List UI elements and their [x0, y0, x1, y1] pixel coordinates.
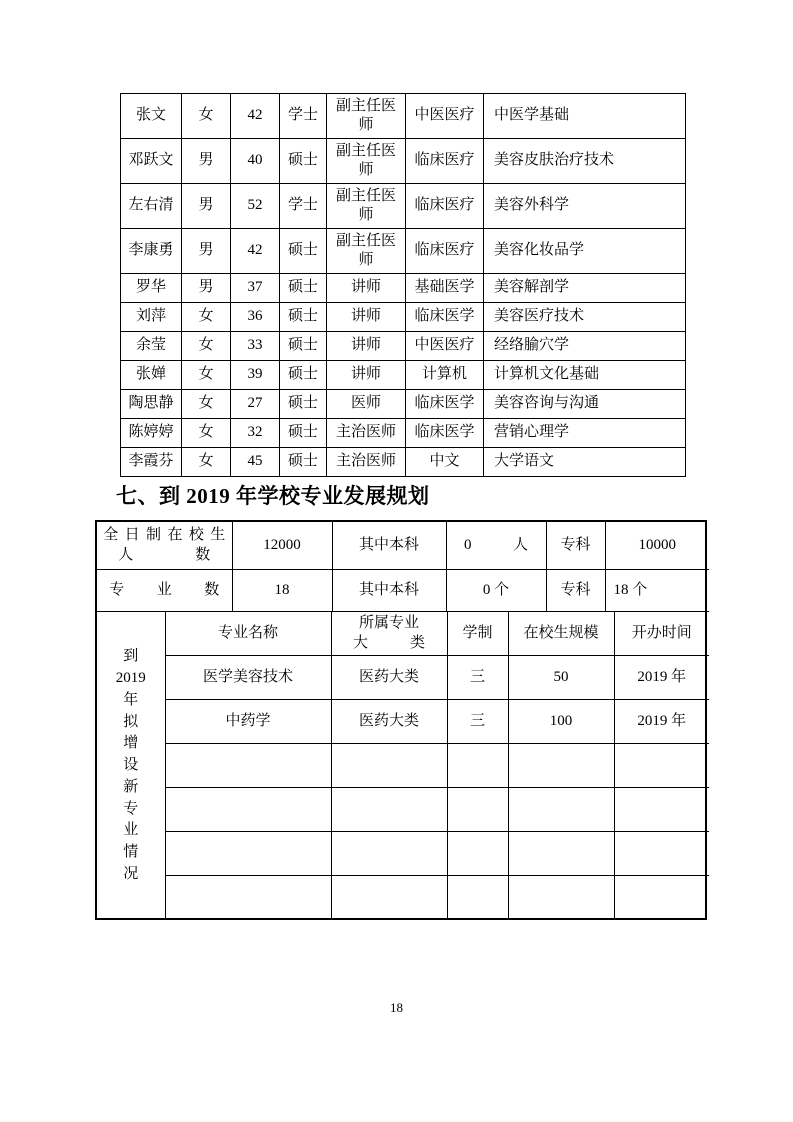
- zhuanke-label-cell: 专科: [546, 522, 605, 569]
- age-cell: 27: [231, 390, 280, 419]
- start-time-cell: [614, 744, 709, 788]
- degree-cell: 硕士: [280, 274, 327, 303]
- plan-table: [95, 520, 707, 920]
- side-label-char: 2019: [115, 670, 146, 687]
- category-cell: [331, 744, 447, 788]
- department-cell: 临床医学: [406, 303, 484, 332]
- degree-cell: 硕士: [280, 229, 327, 274]
- department-cell: 临床医疗: [406, 229, 484, 274]
- degree-cell: 硕士: [280, 390, 327, 419]
- start-time-cell: [614, 876, 709, 920]
- zhuanke-value-cell: 18 个: [605, 569, 709, 611]
- name-cell: 陶思静: [121, 390, 182, 419]
- new-major-row: [97, 788, 709, 832]
- name-cell: 张文: [121, 94, 182, 139]
- faculty-row: [121, 448, 686, 477]
- scale-cell: [508, 832, 614, 876]
- majors-label-text: 专业数: [109, 581, 220, 598]
- name-cell: 邓跃文: [121, 139, 182, 184]
- side-label-char: 增: [123, 735, 139, 752]
- age-cell: 42: [231, 94, 280, 139]
- course-cell: 美容解剖学: [484, 274, 686, 303]
- gender-cell: 男: [182, 184, 231, 229]
- faculty-row: [121, 184, 686, 229]
- faculty-row: [121, 419, 686, 448]
- gender-cell: 男: [182, 229, 231, 274]
- new-majors-header-row: [97, 612, 709, 656]
- course-cell: 美容皮肤治疗技术: [484, 139, 686, 184]
- department-cell: 计算机: [406, 361, 484, 390]
- enrollment-label-line1: 全日制在校生: [103, 527, 226, 543]
- start-time-header-cell: 开办时间: [614, 612, 709, 656]
- side-label-vertical-text: [99, 647, 163, 883]
- degree-cell: 硕士: [280, 332, 327, 361]
- undergrad-value-text: 0 人: [464, 537, 528, 554]
- undergrad-value-cell: 0 个: [446, 569, 546, 611]
- gender-cell: 男: [182, 274, 231, 303]
- age-cell: 42: [231, 229, 280, 274]
- faculty-row: [121, 94, 686, 139]
- course-cell: 美容外科学: [484, 184, 686, 229]
- gender-cell: 女: [182, 448, 231, 477]
- faculty-row: [121, 390, 686, 419]
- faculty-row: [121, 274, 686, 303]
- enrollment-label-line2: 人数: [118, 547, 211, 564]
- major-name-cell: 医学美容技术: [165, 656, 331, 700]
- name-cell: 余莹: [121, 332, 182, 361]
- department-cell: 中医医疗: [406, 94, 484, 139]
- gender-cell: 女: [182, 390, 231, 419]
- majors-count-row: [97, 569, 709, 611]
- duration-cell: [447, 832, 508, 876]
- enrollment-total-cell: 12000: [232, 522, 332, 569]
- major-name-cell: [165, 832, 331, 876]
- duration-cell: 三: [447, 656, 508, 700]
- start-time-cell: 2019 年: [614, 700, 709, 744]
- age-cell: 52: [231, 184, 280, 229]
- side-label-cell: [97, 612, 165, 920]
- department-cell: 临床医疗: [406, 139, 484, 184]
- duration-cell: [447, 788, 508, 832]
- category-cell: 医药大类: [331, 700, 447, 744]
- zhuanke-value-cell: 10000: [605, 522, 709, 569]
- duration-cell: [447, 876, 508, 920]
- title-cell: 讲师: [327, 303, 406, 332]
- scale-cell: 100: [508, 700, 614, 744]
- plan-summary-table: [97, 522, 709, 612]
- gender-cell: 女: [182, 361, 231, 390]
- new-major-row: [97, 700, 709, 744]
- new-majors-table: [97, 612, 709, 920]
- degree-cell: 硕士: [280, 303, 327, 332]
- name-cell: 刘萍: [121, 303, 182, 332]
- side-label-char: 新: [123, 778, 139, 795]
- age-cell: 40: [231, 139, 280, 184]
- side-label-char: 设: [123, 757, 139, 774]
- major-name-header-cell: 专业名称: [165, 612, 331, 656]
- major-name-cell: [165, 788, 331, 832]
- gender-cell: 女: [182, 303, 231, 332]
- department-cell: 中文: [406, 448, 484, 477]
- gender-cell: 男: [182, 139, 231, 184]
- side-label-char: 况: [123, 865, 139, 882]
- degree-cell: 学士: [280, 94, 327, 139]
- side-label-char: 专: [123, 800, 139, 817]
- title-cell: 副主任医师: [327, 94, 406, 139]
- name-cell: 左右清: [121, 184, 182, 229]
- course-cell: 美容医疗技术: [484, 303, 686, 332]
- major-name-cell: 中药学: [165, 700, 331, 744]
- start-time-cell: [614, 832, 709, 876]
- degree-cell: 学士: [280, 184, 327, 229]
- gender-cell: 女: [182, 332, 231, 361]
- enrollment-row: [97, 522, 709, 569]
- gender-cell: 女: [182, 419, 231, 448]
- age-cell: 45: [231, 448, 280, 477]
- name-cell: 罗华: [121, 274, 182, 303]
- side-label-char: 业: [123, 822, 139, 839]
- category-cell: [331, 832, 447, 876]
- majors-total-cell: 18: [232, 569, 332, 611]
- category-header-line1: 所属专业: [358, 615, 419, 631]
- department-cell: 中医医疗: [406, 332, 484, 361]
- name-cell: 李霞芬: [121, 448, 182, 477]
- name-cell: 张婵: [121, 361, 182, 390]
- title-cell: 副主任医师: [327, 229, 406, 274]
- department-cell: 临床医学: [406, 419, 484, 448]
- title-cell: 副主任医师: [327, 139, 406, 184]
- degree-cell: 硕士: [280, 448, 327, 477]
- age-cell: 39: [231, 361, 280, 390]
- degree-cell: 硕士: [280, 419, 327, 448]
- majors-label-cell: [97, 569, 232, 611]
- new-major-row: [97, 876, 709, 920]
- title-cell: 讲师: [327, 332, 406, 361]
- scale-cell: [508, 744, 614, 788]
- major-name-cell: [165, 744, 331, 788]
- duration-cell: 三: [447, 700, 508, 744]
- faculty-row: [121, 303, 686, 332]
- start-time-cell: 2019 年: [614, 656, 709, 700]
- course-cell: 美容咨询与沟通: [484, 390, 686, 419]
- title-cell: 主治医师: [327, 448, 406, 477]
- category-cell: [331, 788, 447, 832]
- undergrad-value-cell: [446, 522, 546, 569]
- category-header-line2: 大类: [353, 635, 425, 652]
- age-cell: 32: [231, 419, 280, 448]
- section-heading: 七、到 2019 年学校专业发展规划: [116, 484, 430, 508]
- undergrad-label-cell: 其中本科: [332, 569, 446, 611]
- name-cell: 陈婷婷: [121, 419, 182, 448]
- course-cell: 中医学基础: [484, 94, 686, 139]
- new-major-row: [97, 744, 709, 788]
- faculty-table: [120, 93, 686, 477]
- name-cell: 李康勇: [121, 229, 182, 274]
- course-cell: 美容化妆品学: [484, 229, 686, 274]
- side-label-char: 到: [123, 648, 139, 665]
- course-cell: 经络腧穴学: [484, 332, 686, 361]
- course-cell: 营销心理学: [484, 419, 686, 448]
- side-label-char: 情: [123, 844, 139, 861]
- side-label-char: 年: [123, 691, 139, 708]
- undergrad-label-cell: 其中本科: [332, 522, 446, 569]
- duration-header-cell: 学制: [447, 612, 508, 656]
- start-time-cell: [614, 788, 709, 832]
- title-cell: 副主任医师: [327, 184, 406, 229]
- title-cell: 主治医师: [327, 419, 406, 448]
- scale-cell: [508, 788, 614, 832]
- degree-cell: 硕士: [280, 361, 327, 390]
- page-number: 18: [390, 1000, 403, 1015]
- category-header-cell: [331, 612, 447, 656]
- side-label-char: 拟: [123, 713, 139, 730]
- age-cell: 37: [231, 274, 280, 303]
- scale-header-cell: 在校生规模: [508, 612, 614, 656]
- title-cell: 讲师: [327, 274, 406, 303]
- department-cell: 临床医疗: [406, 184, 484, 229]
- new-major-row: [97, 832, 709, 876]
- department-cell: 基础医学: [406, 274, 484, 303]
- age-cell: 36: [231, 303, 280, 332]
- zhuanke-label-cell: 专科: [546, 569, 605, 611]
- course-cell: 计算机文化基础: [484, 361, 686, 390]
- scale-cell: [508, 876, 614, 920]
- major-name-cell: [165, 876, 331, 920]
- department-cell: 临床医学: [406, 390, 484, 419]
- faculty-row: [121, 139, 686, 184]
- degree-cell: 硕士: [280, 139, 327, 184]
- category-cell: [331, 876, 447, 920]
- faculty-row: [121, 361, 686, 390]
- faculty-row: [121, 332, 686, 361]
- title-cell: 医师: [327, 390, 406, 419]
- category-cell: 医药大类: [331, 656, 447, 700]
- age-cell: 33: [231, 332, 280, 361]
- scale-cell: 50: [508, 656, 614, 700]
- new-major-row: [97, 656, 709, 700]
- enrollment-label-cell: [97, 522, 232, 569]
- gender-cell: 女: [182, 94, 231, 139]
- title-cell: 讲师: [327, 361, 406, 390]
- faculty-row: [121, 229, 686, 274]
- course-cell: 大学语文: [484, 448, 686, 477]
- duration-cell: [447, 744, 508, 788]
